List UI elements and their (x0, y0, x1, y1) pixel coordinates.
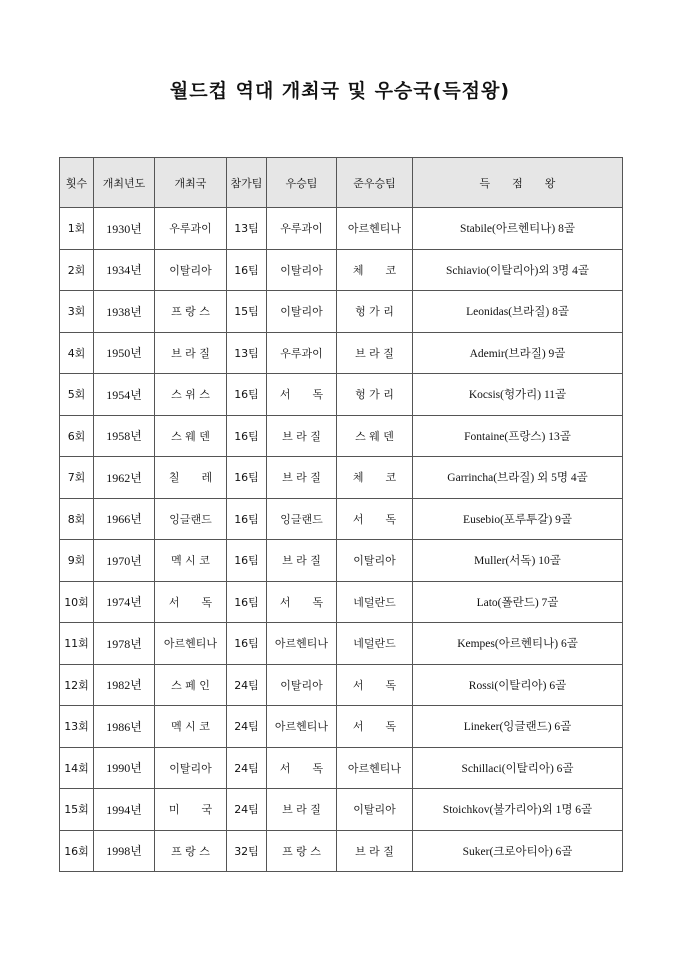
top-scorer-cell: Ademir(브라질) 9골 (413, 332, 623, 374)
table-row (60, 623, 623, 665)
header-runner-up: 준우승팀 (337, 158, 413, 208)
year-cell: 1974년 (94, 581, 155, 623)
world-cup-table (59, 157, 623, 872)
runner-up-cell: 브 라 질 (337, 332, 413, 374)
winner-cell: 이탈리아 (267, 664, 337, 706)
runner-up-cell: 네덜란드 (337, 623, 413, 665)
header-top-scorer: 득 점 왕 (413, 158, 623, 208)
runner-up-cell: 체 코 (337, 457, 413, 499)
winner-cell: 서 독 (267, 747, 337, 789)
round-cell: 9회 (60, 540, 94, 582)
table-row (60, 581, 623, 623)
teams-cell: 24팀 (227, 789, 267, 831)
header-host: 개최국 (155, 158, 227, 208)
top-scorer-cell: Kocsis(헝가리) 11골 (413, 374, 623, 416)
host-cell: 서 독 (155, 581, 227, 623)
teams-cell: 16팀 (227, 249, 267, 291)
table-row (60, 457, 623, 499)
teams-cell: 16팀 (227, 374, 267, 416)
host-cell: 미 국 (155, 789, 227, 831)
year-cell: 1994년 (94, 789, 155, 831)
host-cell: 이탈리아 (155, 747, 227, 789)
round-cell: 8회 (60, 498, 94, 540)
round-cell: 14회 (60, 747, 94, 789)
runner-up-cell: 스 웨 덴 (337, 415, 413, 457)
header-winner: 우승팀 (267, 158, 337, 208)
teams-cell: 16팀 (227, 498, 267, 540)
year-cell: 1978년 (94, 623, 155, 665)
top-scorer-cell: Fontaine(프랑스) 13골 (413, 415, 623, 457)
teams-cell: 24팀 (227, 664, 267, 706)
table-row (60, 208, 623, 250)
winner-cell: 잉글랜드 (267, 498, 337, 540)
round-cell: 2회 (60, 249, 94, 291)
table-header (60, 158, 623, 208)
host-cell: 아르헨티나 (155, 623, 227, 665)
host-cell: 브 라 질 (155, 332, 227, 374)
winner-cell: 브 라 질 (267, 540, 337, 582)
winner-cell: 이탈리아 (267, 249, 337, 291)
round-cell: 4회 (60, 332, 94, 374)
round-cell: 6회 (60, 415, 94, 457)
top-scorer-cell: Eusebio(포루투갈) 9골 (413, 498, 623, 540)
table-row (60, 747, 623, 789)
round-cell: 13회 (60, 706, 94, 748)
winner-cell: 브 라 질 (267, 789, 337, 831)
year-cell: 1930년 (94, 208, 155, 250)
year-cell: 1938년 (94, 291, 155, 333)
header-round: 횟수 (60, 158, 94, 208)
header-year: 개최년도 (94, 158, 155, 208)
winner-cell: 이탈리아 (267, 291, 337, 333)
runner-up-cell: 체 코 (337, 249, 413, 291)
table-row (60, 830, 623, 872)
table-row (60, 332, 623, 374)
runner-up-cell: 아르헨티나 (337, 747, 413, 789)
host-cell: 멕 시 코 (155, 706, 227, 748)
runner-up-cell: 헝 가 리 (337, 291, 413, 333)
runner-up-cell: 브 라 질 (337, 830, 413, 872)
host-cell: 잉글랜드 (155, 498, 227, 540)
round-cell: 1회 (60, 208, 94, 250)
year-cell: 1962년 (94, 457, 155, 499)
table-row (60, 249, 623, 291)
winner-cell: 우루과이 (267, 332, 337, 374)
host-cell: 스 웨 덴 (155, 415, 227, 457)
table-row (60, 374, 623, 416)
teams-cell: 16팀 (227, 415, 267, 457)
year-cell: 1990년 (94, 747, 155, 789)
teams-cell: 32팀 (227, 830, 267, 872)
year-cell: 1982년 (94, 664, 155, 706)
year-cell: 1966년 (94, 498, 155, 540)
host-cell: 프 랑 스 (155, 830, 227, 872)
teams-cell: 16팀 (227, 581, 267, 623)
runner-up-cell: 헝 가 리 (337, 374, 413, 416)
table-row (60, 415, 623, 457)
round-cell: 3회 (60, 291, 94, 333)
table-row (60, 291, 623, 333)
winner-cell: 서 독 (267, 581, 337, 623)
host-cell: 스 페 인 (155, 664, 227, 706)
page-title: 월드컵 역대 개최국 및 우승국(득점왕) (169, 80, 511, 102)
year-cell: 1934년 (94, 249, 155, 291)
table-row (60, 789, 623, 831)
top-scorer-cell: Stoichkov(불가리아)외 1명 6골 (413, 789, 623, 831)
top-scorer-cell: Rossi(이탈리아) 6골 (413, 664, 623, 706)
top-scorer-cell: Stabile(아르헨티나) 8골 (413, 208, 623, 250)
teams-cell: 24팀 (227, 706, 267, 748)
year-cell: 1986년 (94, 706, 155, 748)
round-cell: 16회 (60, 830, 94, 872)
header-row (60, 158, 623, 208)
host-cell: 스 위 스 (155, 374, 227, 416)
teams-cell: 15팀 (227, 291, 267, 333)
top-scorer-cell: Schiavio(이탈리아)외 3명 4골 (413, 249, 623, 291)
round-cell: 7회 (60, 457, 94, 499)
top-scorer-cell: Garrincha(브라질) 외 5명 4골 (413, 457, 623, 499)
teams-cell: 16팀 (227, 623, 267, 665)
winner-cell: 브 라 질 (267, 457, 337, 499)
year-cell: 1950년 (94, 332, 155, 374)
table-row (60, 498, 623, 540)
table-row (60, 540, 623, 582)
year-cell: 1998년 (94, 830, 155, 872)
top-scorer-cell: Muller(서독) 10골 (413, 540, 623, 582)
top-scorer-cell: Kempes(아르헨티나) 6골 (413, 623, 623, 665)
runner-up-cell: 네덜란드 (337, 581, 413, 623)
runner-up-cell: 이탈리아 (337, 540, 413, 582)
teams-cell: 24팀 (227, 747, 267, 789)
winner-cell: 브 라 질 (267, 415, 337, 457)
winner-cell: 아르헨티나 (267, 623, 337, 665)
year-cell: 1954년 (94, 374, 155, 416)
winner-cell: 아르헨티나 (267, 706, 337, 748)
top-scorer-cell: Suker(크로아티아) 6골 (413, 830, 623, 872)
table-body (60, 208, 623, 872)
top-scorer-cell: Leonidas(브라질) 8골 (413, 291, 623, 333)
round-cell: 12회 (60, 664, 94, 706)
teams-cell: 16팀 (227, 540, 267, 582)
winner-cell: 서 독 (267, 374, 337, 416)
teams-cell: 13팀 (227, 208, 267, 250)
year-cell: 1958년 (94, 415, 155, 457)
runner-up-cell: 서 독 (337, 664, 413, 706)
host-cell: 이탈리아 (155, 249, 227, 291)
runner-up-cell: 서 독 (337, 706, 413, 748)
runner-up-cell: 서 독 (337, 498, 413, 540)
round-cell: 5회 (60, 374, 94, 416)
winner-cell: 우루과이 (267, 208, 337, 250)
table-row (60, 664, 623, 706)
host-cell: 칠 레 (155, 457, 227, 499)
host-cell: 우루과이 (155, 208, 227, 250)
top-scorer-cell: Lato(폴란드) 7골 (413, 581, 623, 623)
winner-cell: 프 랑 스 (267, 830, 337, 872)
round-cell: 15회 (60, 789, 94, 831)
top-scorer-cell: Lineker(잉글랜드) 6골 (413, 706, 623, 748)
round-cell: 10회 (60, 581, 94, 623)
teams-cell: 16팀 (227, 457, 267, 499)
runner-up-cell: 이탈리아 (337, 789, 413, 831)
runner-up-cell: 아르헨티나 (337, 208, 413, 250)
year-cell: 1970년 (94, 540, 155, 582)
teams-cell: 13팀 (227, 332, 267, 374)
round-cell: 11회 (60, 623, 94, 665)
header-teams: 참가팀 (227, 158, 267, 208)
table-row (60, 706, 623, 748)
host-cell: 프 랑 스 (155, 291, 227, 333)
host-cell: 멕 시 코 (155, 540, 227, 582)
top-scorer-cell: Schillaci(이탈리아) 6골 (413, 747, 623, 789)
